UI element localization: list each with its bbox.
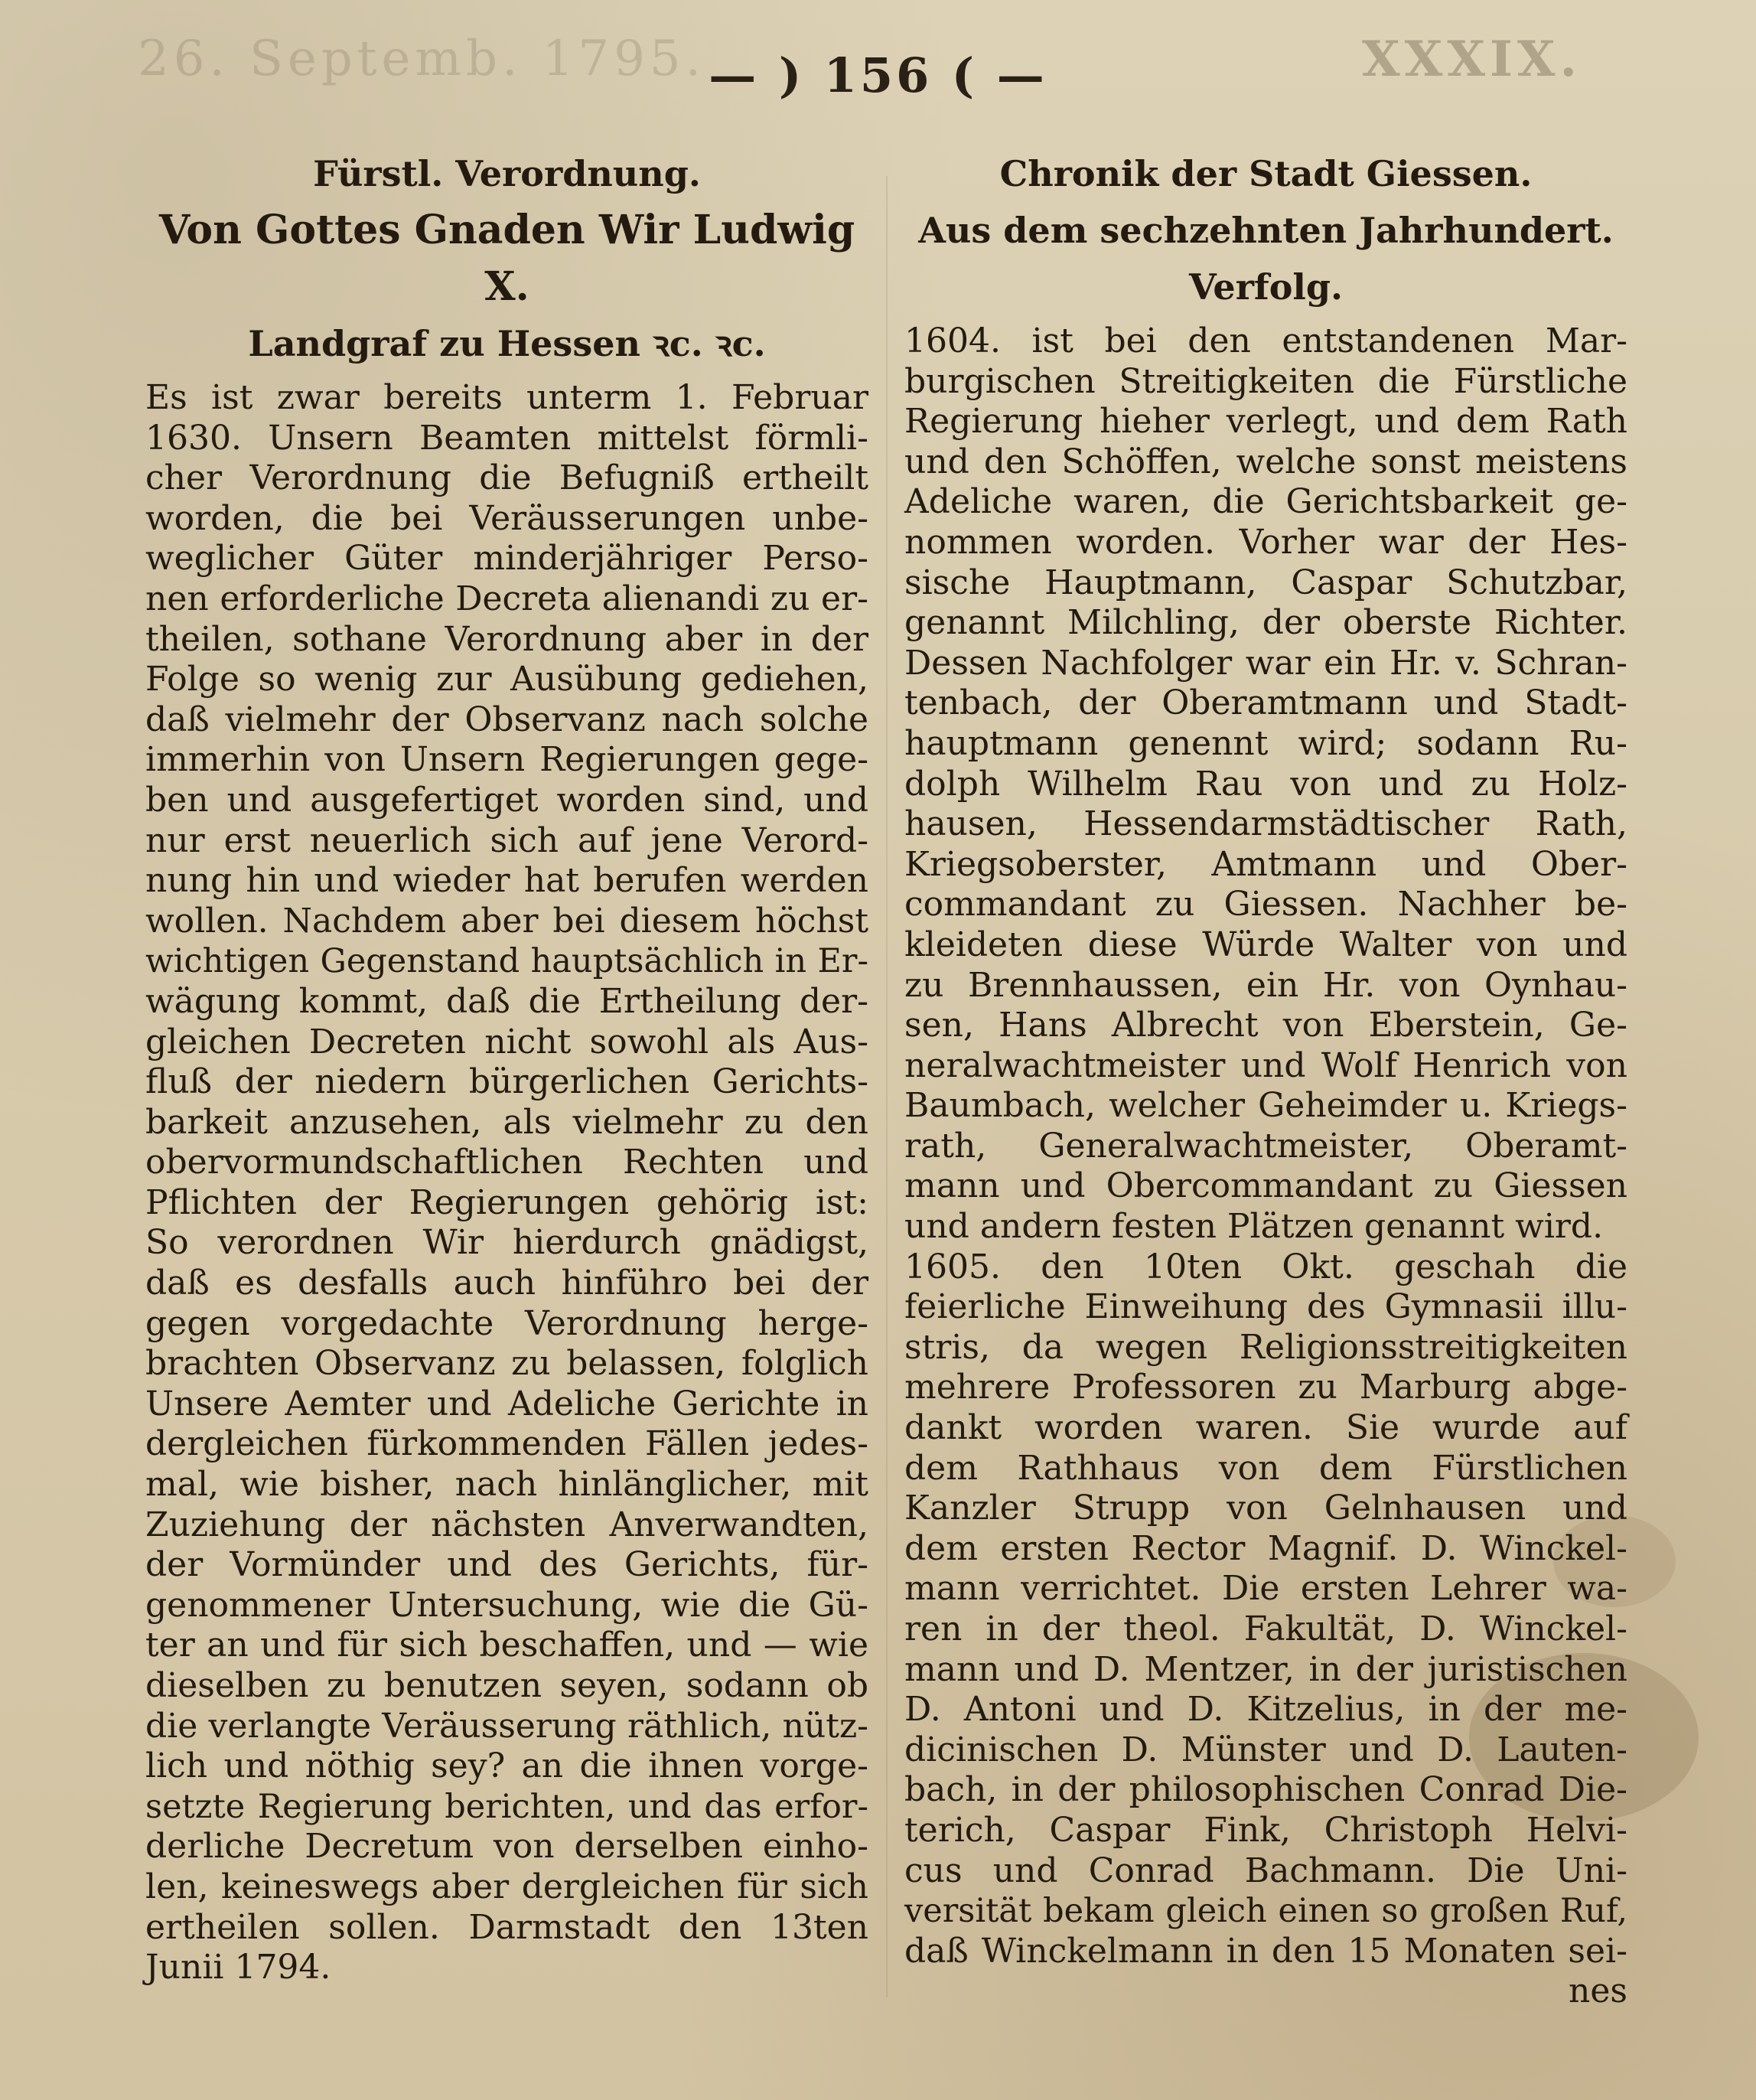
text-line: mehrere Professoren zu Marburg abge- [904,1368,1627,1407]
text-line: barkeit anzusehen, als vielmehr zu den [145,1102,868,1142]
text-line: cus und Conrad Bachmann. Die Uni- [904,1851,1627,1890]
text-line: dem ersten Rector Magnif. D. Winckel- [904,1528,1627,1568]
text-line: Pflichten der Regierungen gehörig ist: [145,1182,868,1222]
text-line: worden, die bei Veräusserungen unbe- [145,498,868,538]
text-line: mann und Obercommandant zu Giessen [904,1166,1627,1206]
text-line: sen, Hans Albrecht von Eberstein, Ge- [904,1006,1627,1045]
text-line: mal, wie bisher, nach hinlänglicher, mit [145,1465,868,1505]
text-line: ter an und für sich beschaffen, und — wie [145,1626,868,1665]
text-line: ben und ausgefertiget worden sind, und [145,780,868,820]
text-line: wägung kommt, daß die Ertheilung der- [145,981,868,1021]
text-line: obervormundschaftlichen Rechten und [145,1143,868,1182]
article-subheading: Landgraf zu Hessen ꝛc. ꝛc. [248,323,766,364]
text-line: dem Rathhaus von dem Fürstlichen [904,1448,1627,1488]
text-line: weglicher Güter minderjähriger Perso- [145,539,868,579]
text-line: ren in der theol. Fakultät, D. Winckel- [904,1609,1627,1648]
text-line: dankt worden waren. Sie wurde auf [904,1408,1627,1448]
text-line: Kriegsoberster, Amtmann und Ober- [904,844,1627,884]
text-line: derliche Decretum von derselben einho- [145,1827,868,1867]
article-body [145,378,868,1988]
text-line: Adeliche waren, die Gerichtsbarkeit ge- [904,482,1627,522]
article-subheading: Aus dem sechzehnten Jahrhundert. [918,210,1614,251]
text-line: bach, in der philosophischen Conrad Die- [904,1770,1627,1810]
text-line: 1604. ist bei den entstandenen Mar- [904,321,1627,360]
text-line: Unsere Aemter und Adeliche Gerichte in [145,1384,868,1423]
text-line: setzte Regierung berichten, und das erfor- [145,1787,868,1826]
text-line: terich, Caspar Fink, Christoph Helvi- [904,1810,1627,1850]
text-line: Dessen Nachfolger war ein Hr. v. Schran- [904,643,1627,683]
text-line: kleideten diese Würde Walter von und [904,924,1627,964]
text-line: sische Hauptmann, Caspar Schutzbar, [904,562,1627,602]
text-line: wichtigen Gegenstand hauptsächlich in Er- [145,942,868,981]
text-line: dicinischen D. Münster und D. Lauten- [904,1730,1627,1769]
text-line: gleichen Decreten nicht sowohl als Aus- [145,1022,868,1061]
text-line: die verlangte Veräusserung räthlich, nütz- [145,1706,868,1746]
text-line: commandant zu Giessen. Nachher be- [904,885,1627,924]
text-line: Es ist zwar bereits unterm 1. Februar [145,378,868,417]
article-body [904,321,1627,2012]
text-line: daß Winckelmann in den 15 Monaten sei- [904,1931,1627,1971]
text-line: nur erst neuerlich sich auf jene Verord- [145,820,868,860]
text-line: burgischen Streitigkeiten die Fürstliche [904,361,1627,401]
text-line: 1630. Unsern Beamten mittelst förmli- [145,418,868,458]
text-line: zu Brennhaussen, ein Hr. von Oynhau- [904,965,1627,1005]
text-line: nes [1569,1971,1627,2011]
text-line: dolph Wilhelm Rau von und zu Holz- [904,764,1627,804]
article-subheading: Von Gottes Gnaden Wir Ludwig X. [158,207,855,310]
text-line: brachten Observanz zu belassen, folglich [145,1344,868,1384]
text-line: und den Schöffen, welche sonst meistens [904,442,1627,481]
article-heading: Fürstl. Verordnung. [313,153,701,194]
text-line: wollen. Nachdem aber bei diesem höchst [145,901,868,941]
text-line: und andern festen Plätzen genannt wird. [904,1207,1604,1247]
text-line: D. Antoni und D. Kitzelius, in der me- [904,1690,1627,1730]
text-line: hausen, Hessendarmstädtischer Rath, [904,804,1627,844]
text-line: daß es desfalls auch hinführo bei der [145,1264,868,1303]
text-line: neralwachtmeister und Wolf Henrich von [904,1045,1627,1085]
text-line: tenbach, der Oberamtmann und Stadt- [904,683,1627,723]
text-line: feierliche Einweihung des Gymnasii illu- [904,1287,1627,1327]
article-subheading: Verfolg. [1188,266,1344,308]
text-line: ertheilen sollen. Darmstadt den 13ten [145,1907,868,1947]
page-number-header: — ) 156 ( — [709,47,1047,103]
text-line: Folge so wenig zur Ausübung gediehen, [145,660,868,699]
text-line: len, keineswegs aber dergleichen für sich [145,1867,868,1906]
text-line: hauptmann genennt wird; sodann Ru- [904,723,1627,763]
text-line: dergleichen fürkommenden Fällen jedes- [145,1424,868,1464]
text-line: immerhin von Unsern Regierungen gege- [145,740,868,780]
text-line: Junii 1794. [145,1948,331,1988]
text-line: nen erforderliche Decreta alienandi zu er- [145,579,868,618]
text-line: versität bekam gleich einen so großen Ruf, [904,1892,1627,1931]
bleed-through-text-left: 26. Septemb. 1795. [138,31,705,87]
text-line: lich und nöthig sey? an die ihnen vorge- [145,1746,868,1786]
text-line: genommener Untersuchung, wie die Gü- [145,1585,868,1625]
text-line: cher Verordnung die Befugniß ertheilt [145,458,868,498]
text-line: So verordnen Wir hierdurch gnädigst, [145,1223,868,1263]
text-line: theilen, sothane Verordnung aber in der [145,619,868,659]
article-heading: Chronik der Stadt Giessen. [999,153,1533,194]
text-line: 1605. den 10ten Okt. geschah die [904,1247,1627,1286]
text-line: gegen vorgedachte Verordnung herge- [145,1303,868,1343]
text-line: Kanzler Strupp von Gelnhausen und [904,1489,1627,1528]
column-divider [886,176,888,1997]
text-line: nung hin und wieder hat berufen werden [145,861,868,901]
text-line: dieselben zu benutzen seyen, sodann ob [145,1666,868,1705]
text-line: Regierung hieher verlegt, und dem Rath [904,402,1627,442]
text-line: rath, Generalwachtmeister, Oberamt- [904,1126,1627,1166]
text-line: daß vielmehr der Observanz nach solche [145,699,868,739]
text-line: Baumbach, welcher Geheimder u. Kriegs- [904,1086,1627,1126]
right-column [904,145,1627,2012]
text-line: der Vormünder und des Gerichts, für- [145,1545,868,1585]
text-line: genannt Milchling, der oberste Richter. [904,603,1627,643]
text-line: nommen worden. Vorher war der Hes- [904,522,1627,562]
text-line: fluß der niedern bürgerlichen Gerichts- [145,1062,868,1102]
text-line: mann verrichtet. Die ersten Lehrer wa- [904,1569,1627,1609]
text-line: Zuziehung der nächsten Anverwandten, [145,1505,868,1544]
left-column [145,145,868,1988]
bleed-through-issue-number: XXXIX. [1362,31,1582,88]
text-line: mann und D. Mentzer, in der juristischen [904,1649,1627,1689]
text-line: stris, da wegen Religionsstreitigkeiten [904,1327,1627,1367]
